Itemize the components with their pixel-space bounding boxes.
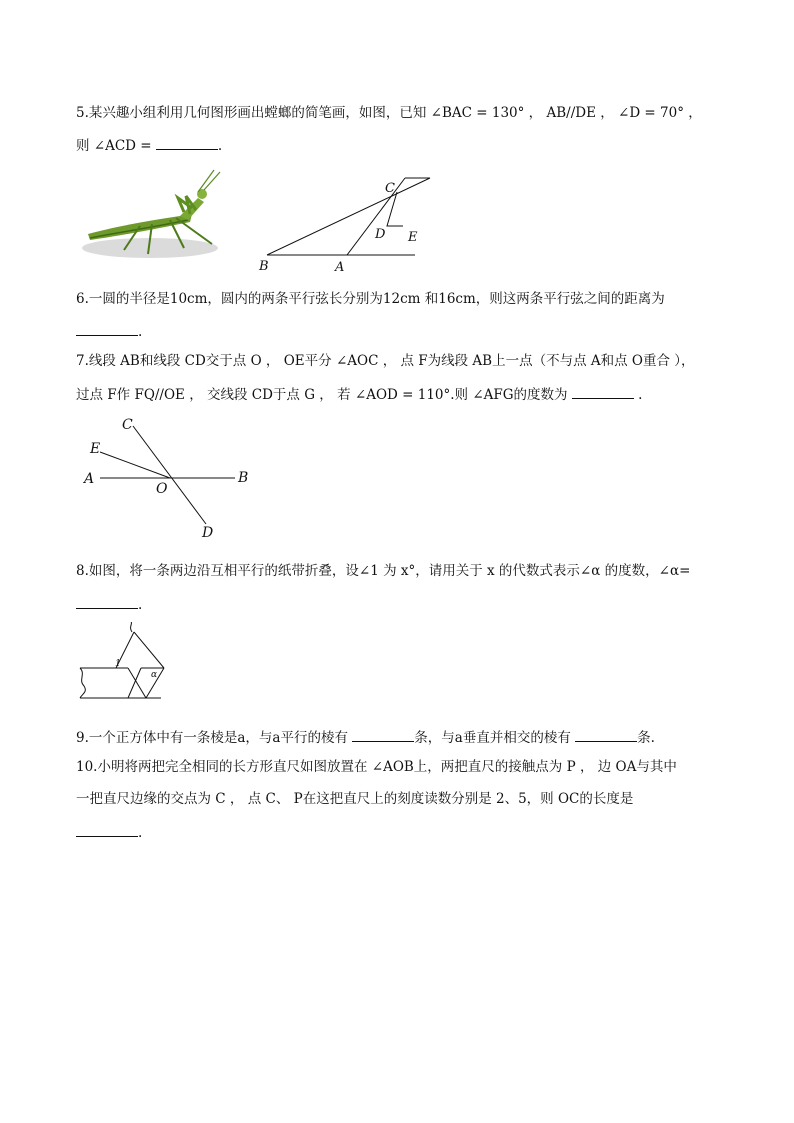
q7-label-c: C: [122, 417, 133, 433]
q5-label-d: D: [375, 227, 386, 242]
q10-text-line2: 一把直尺边缘的交点为 C ， 点 C、 P在这把直尺上的刻度读数分别是 2、5，则 OC的长度是: [76, 791, 634, 807]
q7-label-e: E: [90, 441, 101, 457]
q6-text-line2: [76, 321, 142, 341]
q6-answer-blank[interactable]: [76, 321, 138, 336]
q5-prompt: 则 ∠ACD =: [76, 138, 156, 154]
q9-text: [76, 727, 655, 747]
q10-end: .: [138, 825, 143, 841]
q5-end: .: [217, 138, 223, 154]
q7-prompt: 过点 F作 FQ//OE ， 交线段 CD于点 G ， 若 ∠AOD = 110°.则 ∠AFG的度数为: [76, 387, 572, 403]
q5-label-e: E: [408, 230, 418, 245]
q5-label-a: A: [335, 260, 345, 275]
q7-label-o: O: [156, 481, 168, 497]
q7-label-b: B: [238, 470, 249, 486]
q7-label-a: A: [84, 471, 95, 487]
q5-label-b: B: [259, 259, 269, 274]
q7-text-line1: 7.线段 AB和线段 CD交于点 O ， OE平分 ∠AOC ， 点 F为线段 AB上一点（不与点 A和点 O重合 ），: [76, 353, 695, 369]
q5-text-line1: 5.某兴趣小组利用几何图形画出螳螂的简笔画，如图，已知 ∠BAC = 130° ， AB//DE ， ∠D = 70° ，: [76, 105, 702, 121]
mantis-image: [80, 168, 240, 268]
q7-text-line2: [76, 384, 642, 404]
q5-text-line2: [76, 135, 222, 155]
q5-answer-blank[interactable]: [156, 135, 218, 150]
q6-text-line1: 6.一圆的半径是10cm，圆内的两条平行弦长分别为12cm 和16cm，则这两条平行弦之间的距离为: [76, 291, 665, 307]
q8-end: .: [138, 597, 143, 613]
q10-text-line1: 10.小明将两把完全相同的长方形直尺如图放置在 ∠AOB上，两把直尺的接触点为 P ， 边 OA与其中: [76, 759, 677, 775]
q8-angle-1-label: 1: [115, 659, 121, 669]
q9-answer-blank-2[interactable]: [575, 727, 637, 742]
q7-answer-blank[interactable]: [572, 384, 634, 399]
q6-end: .: [138, 324, 143, 340]
q9-part3: 条.: [637, 730, 655, 746]
q7-end: .: [633, 387, 643, 403]
q7-label-d: D: [202, 525, 214, 541]
q8-text-line2: [76, 594, 142, 614]
q10-text-line3: [76, 822, 142, 842]
q9-answer-blank-1[interactable]: [352, 727, 414, 742]
q10-answer-blank[interactable]: [76, 822, 138, 837]
q9-part2: 条，与a垂直并相交的棱有: [414, 730, 576, 746]
q8-text-line1: 8.如图，将一条两边沿互相平行的纸带折叠，设∠1 为 x°，请用关于 x 的代数式表示∠α 的度数，∠α=: [76, 563, 691, 579]
q8-angle-alpha-label: α: [151, 670, 158, 680]
q7-figure: [80, 414, 260, 542]
q8-answer-blank[interactable]: [76, 594, 138, 609]
q8-figure: [76, 622, 176, 704]
q9-part1: 9.一个正方体中有一条棱是a，与a平行的棱有: [76, 730, 353, 746]
q5-figure: [255, 172, 435, 276]
q5-label-c: C: [385, 181, 395, 196]
